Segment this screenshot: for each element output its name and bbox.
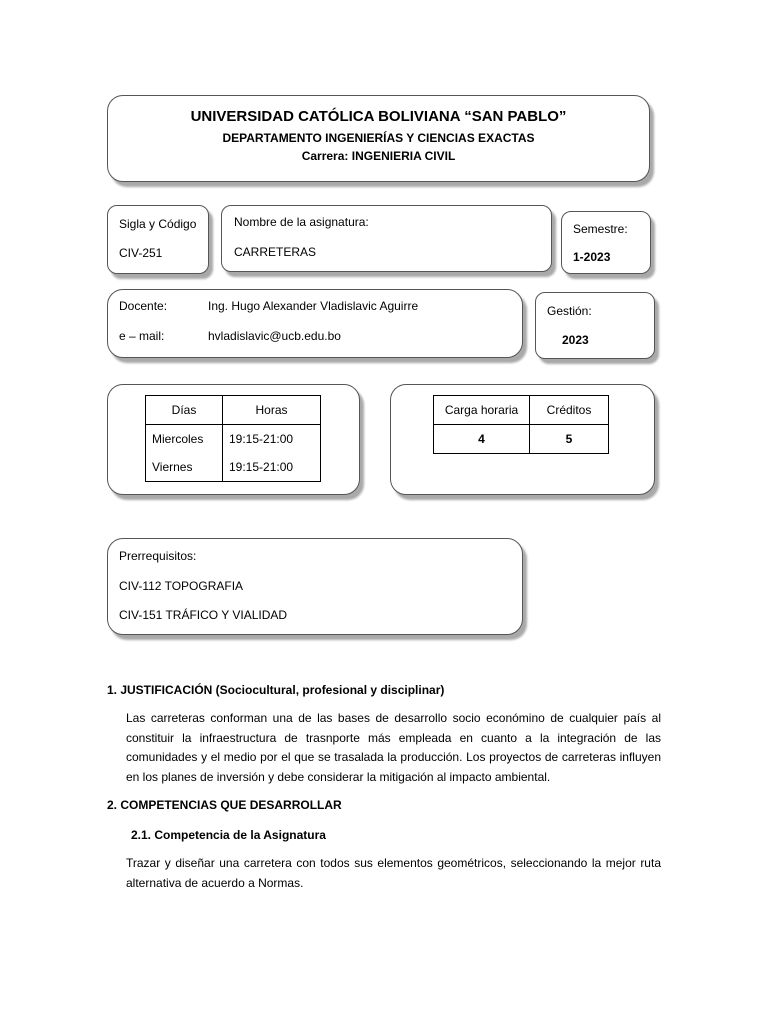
load-table — [433, 395, 609, 454]
prerequisite-item: CIV-112 TOPOGRAFIA — [119, 579, 244, 593]
header-box — [107, 95, 650, 182]
schedule-box — [107, 384, 360, 495]
days-header: Días — [146, 396, 223, 425]
career-name: Carrera: INGENIERIA CIVIL — [301, 149, 456, 163]
load-hours-header: Carga horaria — [434, 396, 530, 425]
semester-box — [561, 211, 651, 274]
subject-competency-text: Trazar y diseñar una carretera con todos sus elementos geométricos, seleccionando la mejor ruta alternativa de acuerdo a Normas. — [126, 856, 661, 890]
schedule-table — [145, 395, 321, 482]
load-box — [390, 384, 655, 495]
credits-value: 5 — [530, 425, 609, 454]
justification-title: 1. JUSTIFICACIÓN (Sociocultural, profesional y disciplinar) — [107, 683, 445, 697]
schedule-hours: 19:15-21:00 — [223, 453, 321, 482]
competencies-title: 2. COMPETENCIAS QUE DESARROLLAR — [107, 798, 342, 812]
teacher-label: Docente: — [119, 299, 168, 313]
load-values-row — [434, 425, 609, 454]
justification-text: Las carreteras conforman una de las bases de desarrollo socio económino de cualquier país al constituir la infraestructura de trasnporte más empleada en cuanto a la integración de las comunidades y el medio por el que se trasalada la producción. Los proyectos de carreteras influyen en los planes de inversión y debe considerar la mitigación al impacto ambiental. — [126, 711, 661, 784]
semester-label: Semestre: — [573, 222, 628, 236]
schedule-row — [146, 453, 321, 482]
course-code-box — [107, 205, 209, 274]
schedule-day: Miercoles — [146, 425, 223, 454]
schedule-row — [146, 425, 321, 454]
schedule-header-row — [146, 396, 321, 425]
course-name-box — [221, 205, 552, 272]
schedule-hours: 19:15-21:00 — [223, 425, 321, 454]
gestion-box — [535, 292, 655, 359]
schedule-day: Viernes — [146, 453, 223, 482]
teacher-box — [107, 289, 523, 358]
department-name: DEPARTAMENTO INGENIERÍAS Y CIENCIAS EXACTAS — [222, 131, 535, 145]
prerequisites-label: Prerrequisitos: — [119, 549, 197, 563]
teacher-name: Ing. Hugo Alexander Vladislavic Aguirre — [208, 299, 419, 313]
prerequisite-item: CIV-151 TRÁFICO Y VIALIDAD — [119, 608, 288, 622]
load-hours-value: 4 — [434, 425, 530, 454]
gestion-value: 2023 — [562, 333, 589, 347]
credits-header: Créditos — [530, 396, 609, 425]
load-header-row — [434, 396, 609, 425]
email-value: hvladislavic@ucb.edu.bo — [208, 329, 341, 343]
subject-competency-title: 2.1. Competencia de la Asignatura — [131, 828, 326, 842]
semester-value: 1-2023 — [573, 250, 611, 264]
course-code: CIV-251 — [119, 246, 163, 260]
course-name-label: Nombre de la asignatura: — [234, 215, 369, 229]
gestion-label: Gestión: — [547, 304, 592, 318]
email-label: e – mail: — [119, 329, 165, 343]
hours-header: Horas — [223, 396, 321, 425]
prerequisites-box — [107, 538, 523, 635]
course-code-label: Sigla y Código — [119, 217, 197, 231]
university-name: UNIVERSIDAD CATÓLICA BOLIVIANA “SAN PABLO” — [190, 108, 567, 125]
course-name: CARRETERAS — [234, 245, 317, 259]
